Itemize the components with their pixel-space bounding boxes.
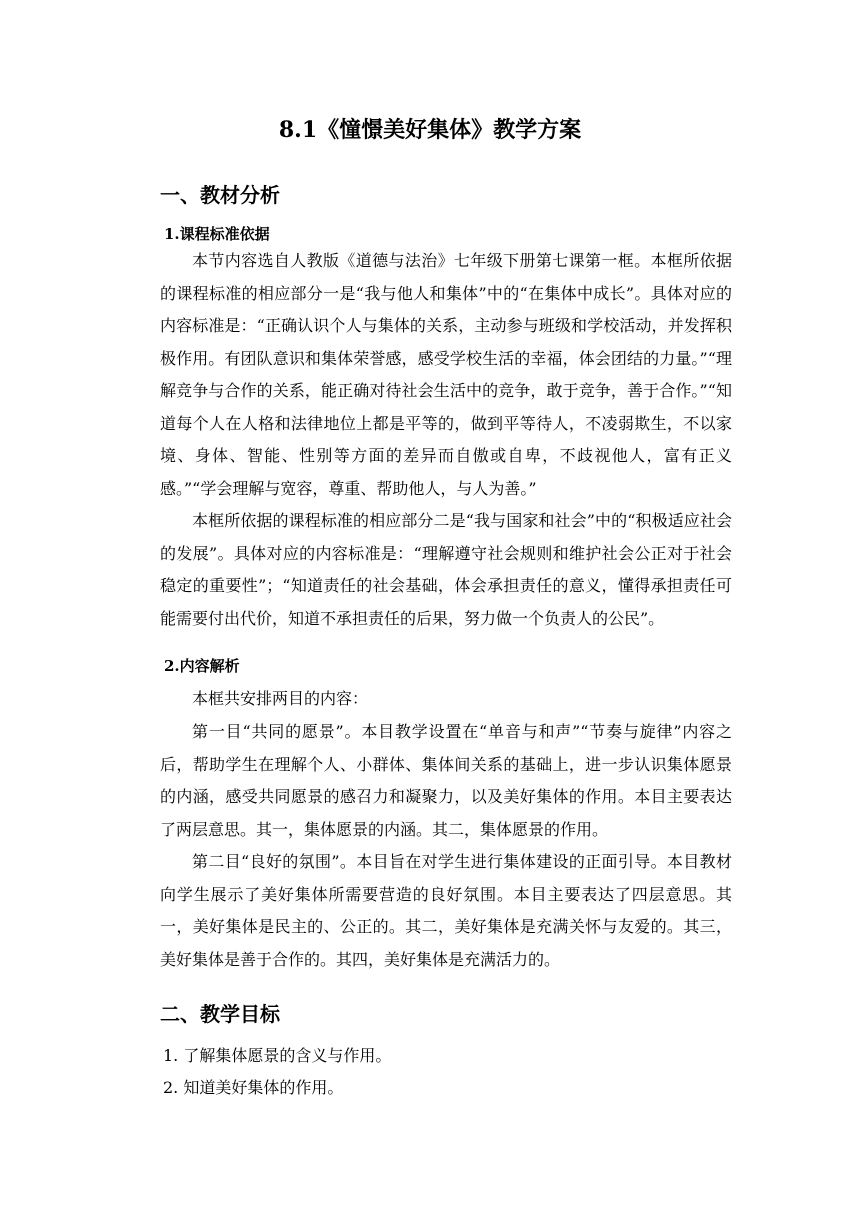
subsection-heading-content-analysis: 2.内容解析 bbox=[164, 657, 240, 675]
paragraph-content-intro: 本框共安排两目的内容： bbox=[192, 689, 369, 708]
paragraph-first-topic: 第一目“共同的愿景”。本目教学设置在“单音与和声”“节奏与旋律”内容之后，帮助学生在理解个人、小群体、集体间关系的基础上，进一步认识集体愿景的内涵，感受共同愿景的感召力和凝聚力，以及美好集体的作用。本目主要表达了两层意思。其一，集体愿景的内涵。其二，集体愿景的作用。 bbox=[160, 722, 732, 839]
objective-item-2: 2. 知道美好集体的作用。 bbox=[163, 1078, 344, 1097]
paragraph-curriculum-basis-1: 本节内容选自人教版《道德与法治》七年级下册第七课第一框。本框所依据的课程标准的相应部分一是“我与他人和集体”中的“在集体中成长”。具体对应的内容标准是：“正确认识个人与集体的关系，主动参与班级和学校活动，并发挥积极作用。有团队意识和集体荣誉感，感受学校生活的幸福，体会团结的力量。”“理解竞争与合作的关系，能正确对待社会生活中的竞争，敢于竞争，善于合作。”“知道每个人在人格和法律地位上都是平等的，做到平等待人，不凌弱欺生，不以家境、身体、智能、性别等方面的差异而自傲或自卑，不歧视他人，富有正义感。”“学会理解与宽容，尊重、帮助他人，与人为善。” bbox=[160, 251, 732, 498]
paragraph-curriculum-basis-2: 本框所依据的课程标准的相应部分二是“我与国家和社会”中的“积极适应社会的发展”。具体对应的内容标准是：“理解遵守社会规则和维护社会公正对于社会稳定的重要性”；“知道责任的社会基础，体会承担责任的意义，懂得承担责任可能需要付出代价，知道不承担责任的后果，努力做一个负责人的公民”。 bbox=[160, 511, 732, 628]
document-title: 8.1《憧憬美好集体》教学方案 bbox=[278, 117, 582, 143]
section-heading-teaching-objectives: 二、教学目标 bbox=[160, 1002, 280, 1026]
paragraph-second-topic: 第二目“良好的氛围”。本目旨在对学生进行集体建设的正面引导。本目教材向学生展示了美好集体所需要营造的良好氛围。本目主要表达了四层意思。其一，美好集体是民主的、公正的。其二，美好集体是充满关怀与友爱的。其三，美好集体是善于合作的。其四，美好集体是充满活力的。 bbox=[160, 852, 732, 969]
subsection-heading-curriculum-basis: 1.课程标准依据 bbox=[164, 225, 270, 243]
section-heading-textbook-analysis: 一、教材分析 bbox=[160, 183, 280, 207]
objective-item-1: 1. 了解集体愿景的含义与作用。 bbox=[163, 1046, 392, 1065]
